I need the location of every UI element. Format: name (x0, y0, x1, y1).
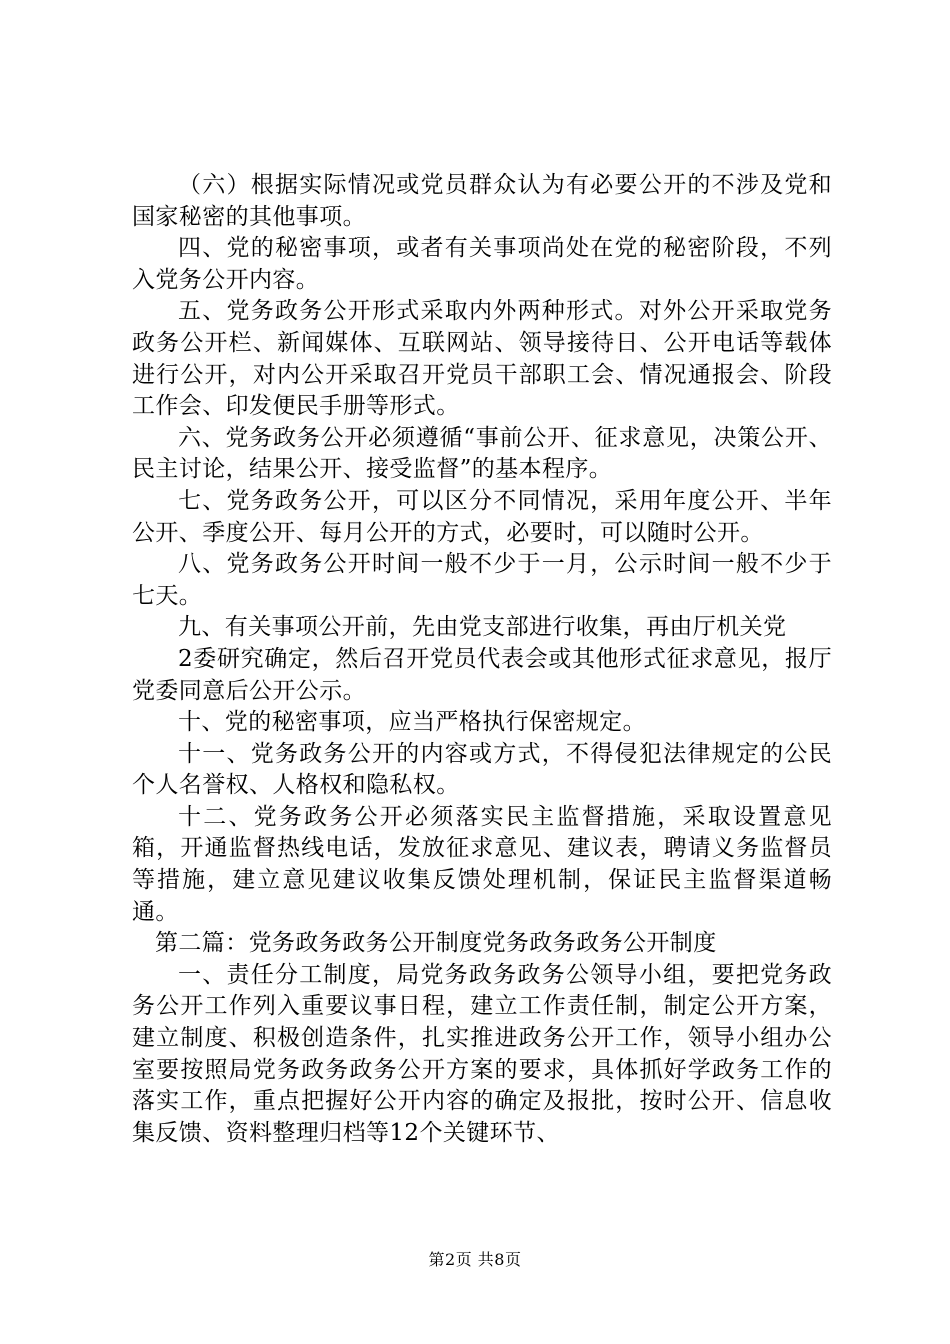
paragraph-section-6: 六、党务政务公开必须遵循“事前公开、征求意见，决策公开、民主讨论，结果公开、接受监督”的基本程序。 (132, 424, 832, 483)
document-body (132, 170, 832, 1149)
paragraph-6-item: （六）根据实际情况或党员群众认为有必要公开的不涉及党和国家秘密的其他事项。 (132, 172, 832, 230)
chapter-heading: 第二篇：党务政务政务公开制度党务政务政务公开制度 (155, 930, 717, 957)
paragraph-section-11: 十一、党务政务公开的内容或方式，不得侵犯法律规定的公民个人名誉权、人格权和隐私权。 (132, 740, 832, 799)
paragraph-section-7: 七、党务政务公开，可以区分不同情况，采用年度公开、半年公开、季度公开、每月公开的方式，必要时，可以随时公开。 (132, 487, 832, 546)
paragraph-section-12: 十二、党务政务公开必须落实民主监督措施，采取设置意见箱，开通监督热线电话，发放征求意见、建议表，聘请义务监督员等措施，建立意见建议收集反馈处理机制，保证民主监督渠道畅通。 (132, 803, 832, 925)
paragraph-section-8: 八、党务政务公开时间一般不少于一月，公示时间一般不少于七天。 (132, 551, 832, 609)
paragraph-section-5: 五、党务政务公开形式采取内外两种形式。对外公开采取党务政务公开栏、新闻媒体、互联网站、领导接待日、公开电话等载体进行公开，对内公开采取召开党员干部职工会、情况通报会、阶段工作会、印发便民手册等形式。 (132, 298, 832, 420)
paragraph-responsibility: 一、责任分工制度，局党务政务政务公领导小组，要把党务政务公开工作列入重要议事日程，建立工作责任制，制定公开方案，建立制度、积极创造条件，扎实推进政务公开工作，领导小组办公室要按照局党务政务政务公开方案的要求，具体抓好学政务工作的落实工作，重点把握好公开内容的确定及报批，按时公开、信息收集反馈、资料整理归档等12个关键环节、 (132, 961, 832, 1146)
page-footer: 第2页 共8页 (428, 1250, 522, 1269)
paragraph-section-4: 四、党的秘密事项，或者有关事项尚处在党的秘密阶段，不列入党务公开内容。 (132, 235, 832, 293)
paragraph-section-9: 九、有关事项公开前，先由党支部进行收集，再由厅机关党 (178, 614, 787, 641)
paragraph-section-9-continued: 2委研究确定，然后召开党员代表会或其他形式征求意见，报厅党委同意后公开公示。 (132, 645, 832, 704)
paragraph-section-10: 十、党的秘密事项，应当严格执行保密规定。 (178, 709, 646, 736)
